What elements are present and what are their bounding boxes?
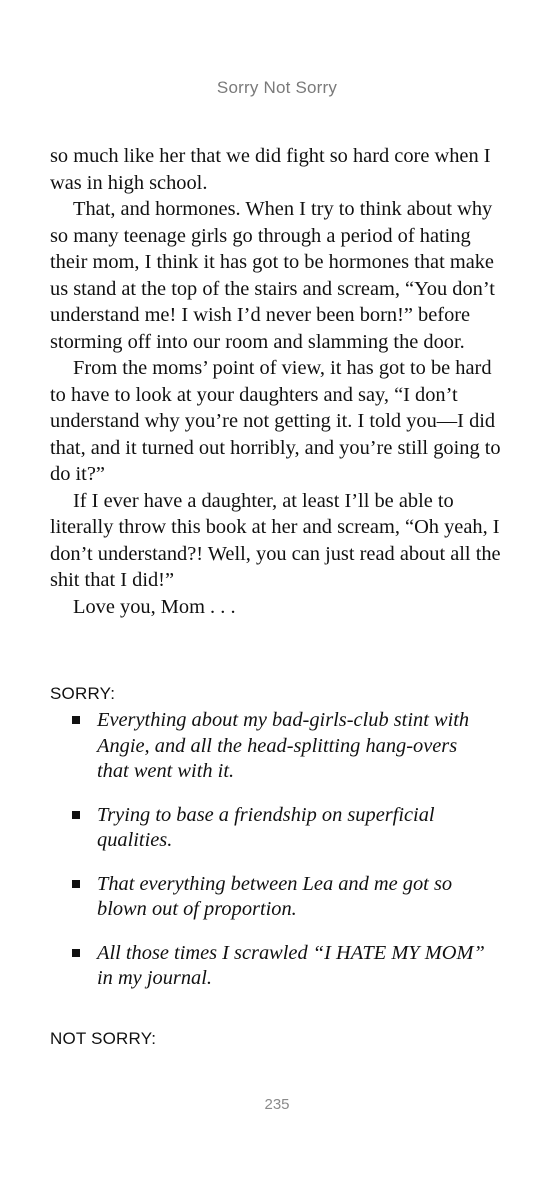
- square-bullet-icon: [72, 949, 80, 957]
- body-text: [50, 143, 510, 620]
- list-item: [72, 708, 492, 785]
- list-item: [72, 803, 492, 854]
- list-item-text: Everything about my bad-girls-club stint with Angie, and all the head-splitting hang-overs that went with it.: [97, 709, 470, 782]
- list-item-text: Trying to base a friendship on superficial qualities.: [97, 803, 435, 851]
- square-bullet-icon: [72, 880, 80, 888]
- square-bullet-icon: [72, 716, 80, 724]
- sorry-label: SORRY:: [50, 684, 116, 703]
- list-item-text: All those times I scrawled “I HATE MY MOM” in my journal.: [97, 941, 485, 989]
- page-number: 235: [264, 1096, 290, 1113]
- paragraph: If I ever have a daughter, at least I’ll be able to literally throw this book at her and scream, “Oh yeah, I don’t understand?! Well, you can just read about all the shit that I did!”: [50, 489, 501, 591]
- not-sorry-label: NOT SORRY:: [50, 1029, 157, 1048]
- paragraph: Love you, Mom . . .: [73, 595, 236, 618]
- paragraph-continuation: so much like her that we did fight so hard core when I was in high school.: [50, 145, 491, 194]
- paragraph: That, and hormones. When I try to think about why so many teenage girls go through a period of hating their mom, I think it has got to be hormones that make us stand at the top of the stairs and scream, “You don’t understand me! I wish I’d never been born!” before storming off into our room and slamming the door.: [50, 198, 495, 353]
- running-header: Sorry Not Sorry: [216, 78, 338, 97]
- list-item: [72, 872, 492, 923]
- paragraph: From the moms’ point of view, it has got to be hard to have to look at your daughters and say, “I don’t understand why you’re not getting it. I told you—I did that, and it turned out horribly, and you’re still going to do it?”: [50, 357, 501, 485]
- square-bullet-icon: [72, 811, 80, 819]
- list-item-text: That everything between Lea and me got so blown out of proportion.: [97, 872, 453, 920]
- list-item: [72, 941, 492, 992]
- sorry-list: [72, 708, 492, 1010]
